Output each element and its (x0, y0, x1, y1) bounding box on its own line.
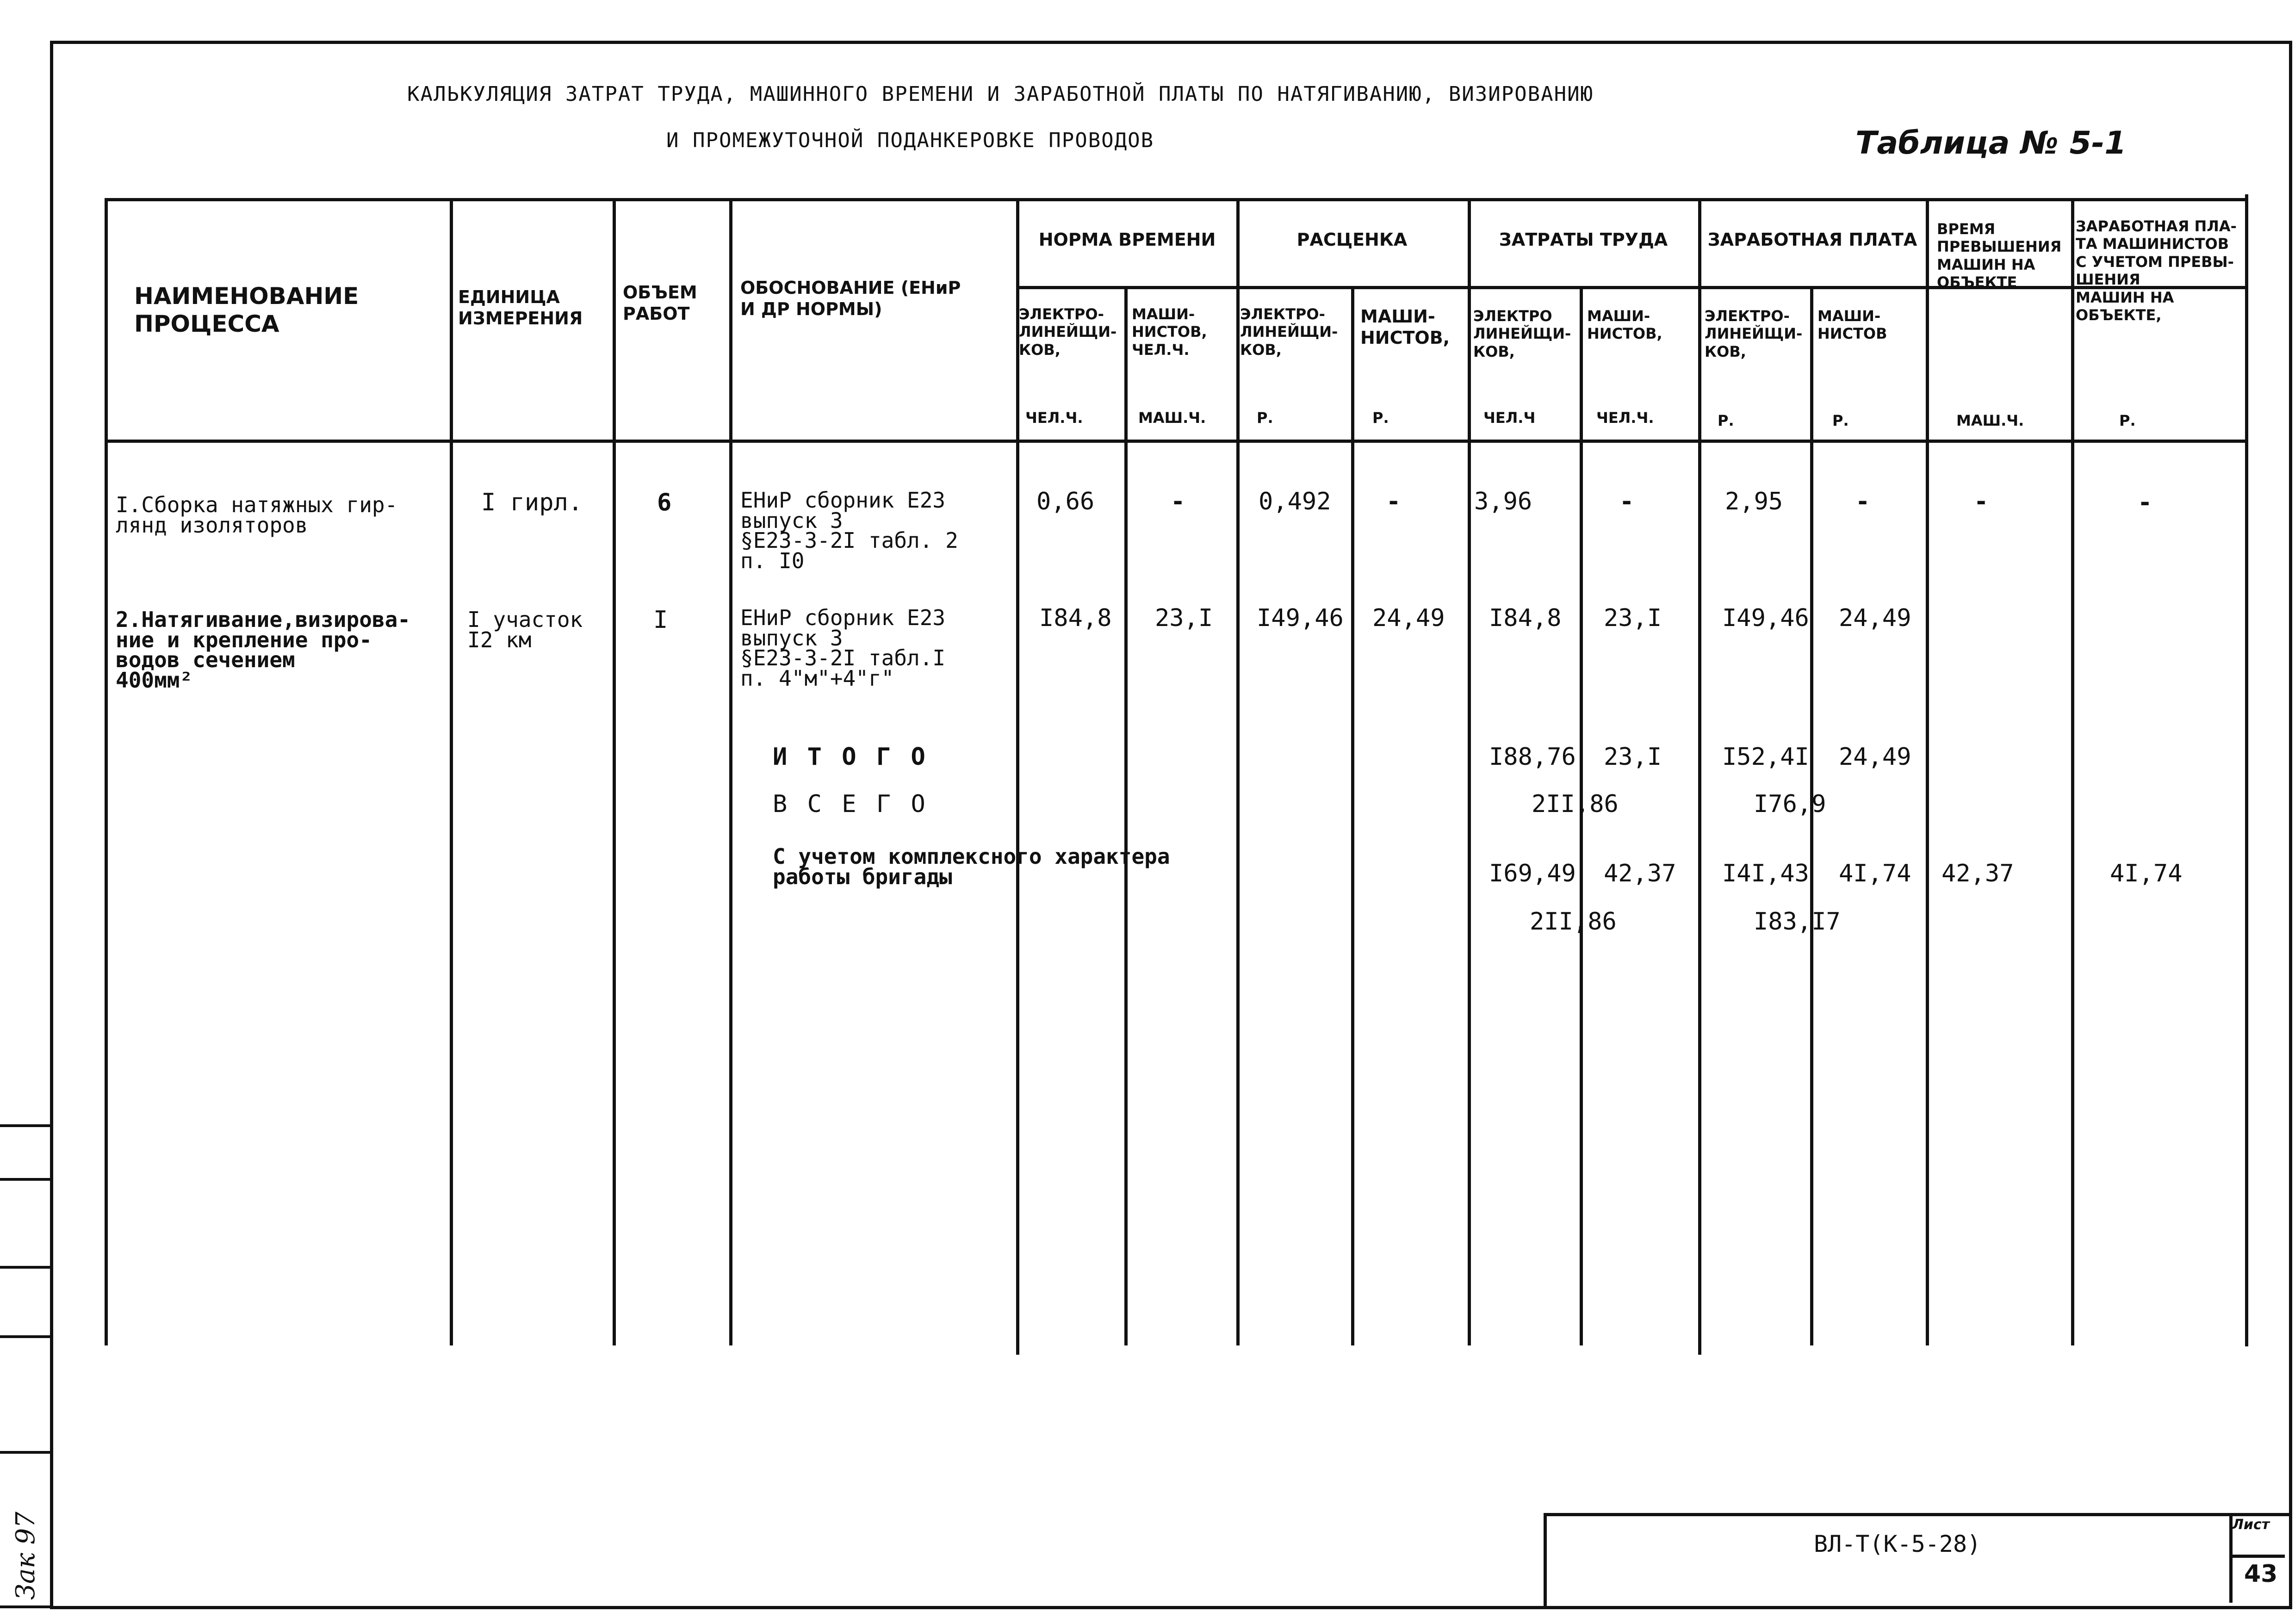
vsego-w: I76,9 (1754, 790, 1826, 818)
sub-nt-m-unit: МАШ.Ч. (1138, 409, 1206, 427)
sub-nt-el-unit: ЧЕЛ.Ч. (1025, 409, 1083, 427)
hdr-basis: ОБОСНОВАНИЕ (ЕНиР И ДР НОРМЫ) (740, 278, 961, 319)
sub-r-m: МАШИ- НИСТОВ, (1360, 306, 1450, 348)
col-line-0 (105, 198, 108, 1345)
hdr-volume: ОБЪЕМ РАБОТ (623, 282, 697, 324)
complex-w-m: 4I,74 (1839, 860, 1911, 887)
row1-basis: ЕНиР сборник Е23 выпуск 3 §Е23-3-2I табл. 2 п. I0 (740, 488, 958, 574)
col-line-4 (1016, 198, 1019, 1355)
row1-name: I.Сборка натяжных гир- лянд изоляторов (116, 492, 398, 538)
row1-wexcess: - (2138, 489, 2152, 516)
hdr-wages-excess-unit: Р. (2119, 412, 2136, 429)
row1-volume: 6 (657, 489, 672, 516)
itogo-label: И Т О Г О (773, 743, 928, 771)
complex-l-total: 2II,86 (1530, 908, 1617, 936)
sub-l-el-unit: ЧЕЛ.Ч (1483, 409, 1536, 427)
itogo-l-el: I88,76 (1489, 743, 1576, 771)
col-line-10 (1698, 198, 1701, 1355)
row1-l-m: - (1619, 488, 1634, 515)
drawing-code: ВЛ-Т(К-5-28) (1814, 1531, 1981, 1557)
sub-w-m: МАШИ- НИСТОВ (1817, 307, 1887, 343)
side-tick (0, 1178, 50, 1181)
col-line-13 (2071, 198, 2074, 1345)
col-line-8 (1468, 198, 1471, 1345)
row1-nt-m: - (1171, 488, 1185, 515)
row2-w-m: 24,49 (1839, 604, 1911, 632)
row2-volume: I (653, 606, 668, 634)
title-line-2: И ПРОМЕЖУТОЧНОЙ ПОДАНКЕРОВКЕ ПРОВОДОВ (666, 129, 1154, 152)
side-tick (0, 1266, 50, 1269)
row2-r-el: I49,46 (1257, 604, 1344, 632)
col-line-1 (450, 198, 453, 1345)
row2-r-m: 24,49 (1372, 604, 1445, 632)
row1-w-m: - (1855, 488, 1870, 515)
row2-basis: ЕНиР сборник Е23 выпуск 3 §Е23-3-2I табл.I п. 4"м"+4"г" (740, 605, 946, 691)
itogo-w-m: 24,49 (1839, 743, 1911, 771)
sub-r-el-unit: Р. (1257, 409, 1273, 427)
sub-nt-m: МАШИ- НИСТОВ, ЧЕЛ.Ч. (1132, 305, 1207, 359)
col-line-2 (613, 198, 616, 1345)
sub-l-m-unit: ЧЕЛ.Ч. (1596, 409, 1654, 427)
row2-l-el: I84,8 (1489, 604, 1562, 632)
row1-excess: - (1974, 488, 1989, 515)
complex-excess: 42,37 (1941, 860, 2014, 887)
sheet-number: 43 (2244, 1560, 2278, 1588)
hdr-labor: ЗАТРАТЫ ТРУДА (1499, 229, 1668, 250)
row2-unit: I участок I2 км (467, 607, 583, 652)
hdr-wages-excess: ЗАРАБОТНАЯ ПЛА- ТА МАШИНИСТОВ С УЧЕТОМ ПРЕВЫ- ШЕНИЯ МАШИН НА ОБЪЕКТЕ, (2076, 217, 2237, 324)
sub-r-el: ЭЛЕКТРО- ЛИНЕЙЩИ- КОВ, (1240, 305, 1338, 359)
sub-nt-el: ЭЛЕКТРО- ЛИНЕЙЩИ- КОВ, (1019, 305, 1117, 359)
hdr-rate: РАСЦЕНКА (1296, 229, 1408, 250)
sub-l-m: МАШИ- НИСТОВ, (1587, 307, 1662, 343)
inventory-number: Зак 97 (10, 1512, 41, 1600)
side-tick (0, 1451, 50, 1454)
complex-l-el: I69,49 (1489, 860, 1576, 887)
row1-r-el: 0,492 (1259, 488, 1331, 515)
itogo-w-el: I52,4I (1722, 743, 1809, 771)
hdr-excess-time-unit: МАШ.Ч. (1956, 412, 2024, 429)
row2-nt-m: 23,I (1155, 604, 1213, 632)
vsego-l: 2II,86 (1532, 790, 1619, 818)
sheet-label: Лист (2232, 1517, 2270, 1533)
itogo-l-m: 23,I (1604, 743, 1662, 771)
table-number: Таблица № 5-1 (1855, 125, 2127, 161)
hdr-process: НАИМЕНОВАНИЕ ПРОЦЕССА (134, 283, 359, 337)
row2-name: 2.Натягивание,визирова- ние и крепление про- водов сечением 400мм² (116, 607, 410, 693)
hdr-norm-time: НОРМА ВРЕМЕНИ (1038, 229, 1216, 250)
row1-r-m: - (1386, 488, 1401, 515)
row1-nt-el: 0,66 (1036, 488, 1095, 515)
complex-l-m: 42,37 (1604, 860, 1676, 887)
sub-l-el: ЭЛЕКТРО ЛИНЕЙЩИ- КОВ, (1473, 307, 1571, 360)
row1-l-el: 3,96 (1474, 488, 1532, 515)
row1-w-el: 2,95 (1725, 488, 1783, 515)
hdr-wages: ЗАРАБОТНАЯ ПЛАТА (1707, 229, 1917, 250)
hdr-excess-time: ВРЕМЯ ПРЕВЫШЕНИЯ МАШИН НА ОБЪЕКТЕ (1937, 220, 2062, 291)
row2-nt-el: I84,8 (1039, 604, 1112, 632)
row1-unit: I гирл. (481, 489, 583, 516)
title-block (1544, 1513, 2289, 1606)
complex-w-total: I83,I7 (1754, 908, 1841, 936)
col-line-3 (729, 198, 732, 1345)
group-header-rule (1016, 286, 2248, 289)
sheet-hseparator (2229, 1555, 2285, 1558)
col-line-7 (1351, 286, 1354, 1345)
col-line-14 (2245, 194, 2248, 1346)
col-line-5 (1124, 286, 1128, 1345)
row2-l-m: 23,I (1604, 604, 1662, 632)
side-tick (0, 1335, 50, 1338)
sub-w-el-unit: Р. (1718, 412, 1734, 429)
complex-label: С учетом комплексного характера работы бригады (773, 844, 1170, 889)
title-line-1: КАЛЬКУЛЯЦИЯ ЗАТРАТ ТРУДА, МАШИННОГО ВРЕМЕНИ И ЗАРАБОТНОЙ ПЛАТЫ ПО НАТЯГИВАНИЮ, ВИЗИРОВАНИЮ (407, 82, 1594, 106)
complex-wexcess: 4I,74 (2110, 860, 2183, 887)
vsego-label: В С Е Г О (773, 790, 928, 818)
sub-w-m-unit: Р. (1832, 412, 1849, 429)
col-line-6 (1236, 198, 1240, 1345)
row2-w-el: I49,46 (1722, 604, 1809, 632)
complex-w-el: I4I,43 (1722, 860, 1809, 887)
col-line-12 (1926, 198, 1929, 1345)
hdr-unit: ЕДИНИЦА ИЗМЕРЕНИЯ (458, 287, 583, 329)
sub-r-m-unit: Р. (1372, 409, 1389, 427)
sub-w-el: ЭЛЕКТРО- ЛИНЕЙЩИ- КОВ, (1705, 307, 1803, 360)
